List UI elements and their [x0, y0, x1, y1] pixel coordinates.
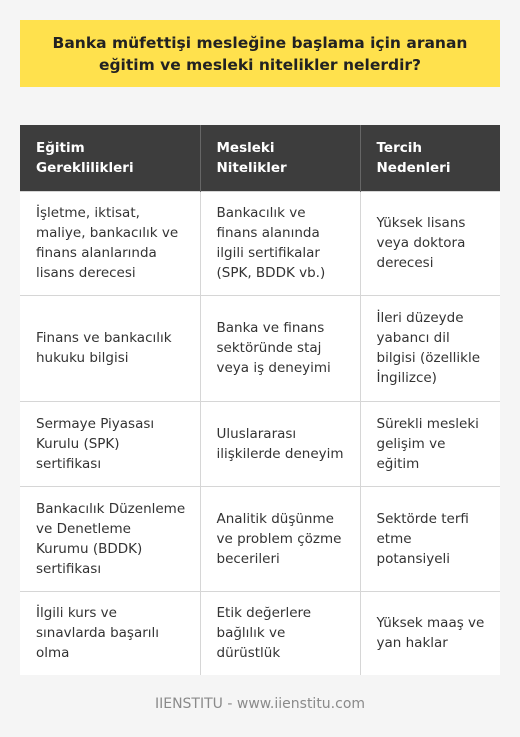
table-cell: Etik değerlere bağlılık ve dürüstlük [200, 591, 360, 675]
table-row [20, 401, 500, 486]
table-cell: Analitik düşünme ve problem çözme becerileri [200, 486, 360, 591]
column-header-qualifications: Mesleki Nitelikler [200, 125, 360, 191]
table-cell: Sektörde terfi etme potansiyeli [360, 486, 500, 591]
table-row [20, 191, 500, 295]
table-cell: Bankacılık Düzenleme ve Denetleme Kurumu (BDDK) sertifikası [20, 486, 200, 591]
column-header-education: Eğitim Gereklilikleri [20, 125, 200, 191]
footer-credit: IIENSTITU - www.iienstitu.com [154, 696, 366, 712]
table-cell: İşletme, iktisat, maliye, bankacılık ve finans alanlarında lisans derecesi [20, 191, 200, 295]
title-banner [20, 20, 500, 87]
table-cell: Bankacılık ve finans alanında ilgili sertifikalar (SPK, BDDK vb.) [200, 191, 360, 295]
table-cell: Uluslararası ilişkilerde deneyim [200, 401, 360, 486]
comparison-table [20, 125, 500, 675]
table-row [20, 295, 500, 401]
table-cell: Sermaye Piyasası Kurulu (SPK) sertifikası [20, 401, 200, 486]
table-cell: İleri düzeyde yabancı dil bilgisi (özellikle İngilizce) [360, 295, 500, 401]
table-header-row [20, 125, 500, 191]
table-cell: İlgili kurs ve sınavlarda başarılı olma [20, 591, 200, 675]
table-cell: Banka ve finans sektöründe staj veya iş deneyimi [200, 295, 360, 401]
table-cell: Yüksek lisans veya doktora derecesi [360, 191, 500, 295]
table-row [20, 591, 500, 675]
column-header-preferences: Tercih Nedenleri [360, 125, 500, 191]
table-cell: Finans ve bankacılık hukuku bilgisi [20, 295, 200, 401]
table-cell: Yüksek maaş ve yan haklar [360, 591, 500, 675]
page-title: Banka müfettişi mesleğine başlama için aranan eğitim ve mesleki nitelikler nelerdir? [52, 33, 468, 74]
table-cell: Sürekli mesleki gelişim ve eğitim [360, 401, 500, 486]
table-row [20, 486, 500, 591]
